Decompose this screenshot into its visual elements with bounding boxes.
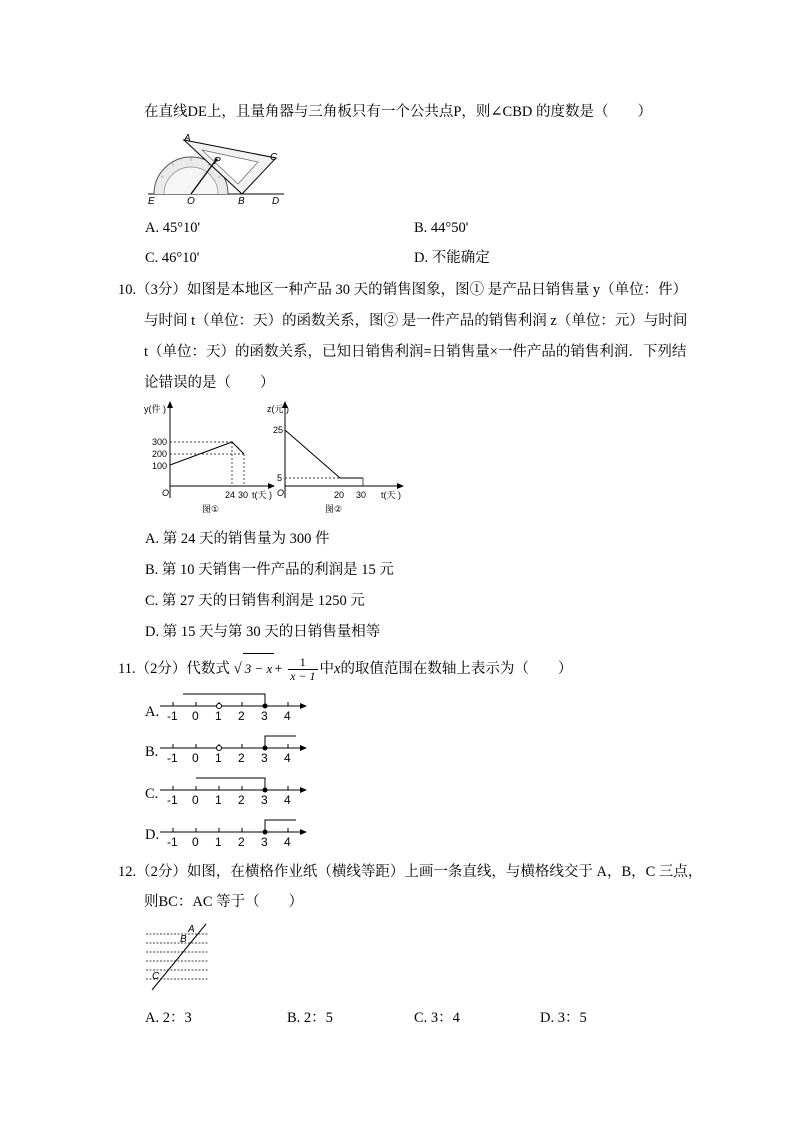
q10-option-c[interactable] [145, 591, 365, 611]
question-text-pre: 代数式 [186, 661, 230, 677]
tick-label: -1 [167, 793, 178, 807]
q12-option-d[interactable] [540, 1008, 587, 1028]
tick-label: 3 [261, 835, 268, 849]
tick-label: 1 [215, 793, 222, 807]
tick-label: 0 [192, 709, 199, 723]
question-score: （3分） [136, 282, 187, 298]
q12-line-2: 则BC：AC 等于（ ） [144, 894, 304, 910]
graph2-tick-20: 20 [334, 490, 345, 500]
graph1-tick-300: 300 [152, 437, 168, 447]
option-text: 2：3 [162, 1010, 192, 1026]
q9-option-b[interactable] [414, 218, 468, 238]
option-label: D. [414, 250, 429, 266]
fraction [288, 656, 317, 683]
question-text-post: 的取值范围在数轴上表示为（ ） [340, 661, 573, 677]
q12-label-a: A [188, 924, 195, 935]
q9-label-b: B [238, 196, 245, 204]
q9-label-a: A [184, 133, 191, 144]
tick-label: 4 [284, 793, 291, 807]
graph2-tick-5: 5 [277, 473, 283, 483]
q9-stem-tail: 在直线DE上，且量角器与三角板只有一个公共点P，则∠CBD 的度数是（ ） [144, 104, 652, 120]
option-text: 3：5 [557, 1010, 587, 1026]
q10-line-1 [118, 280, 687, 300]
option-text: 3：4 [430, 1010, 460, 1026]
option-label: C. [414, 1010, 428, 1026]
q10-line-3: t（单位：天）的函数关系，已知日销售利润=日销售量×一件产品的销售利润．下列结 [144, 344, 687, 360]
q9-label-o: O [187, 196, 195, 204]
tick-label: 2 [238, 793, 245, 807]
question-number: 11. [118, 661, 136, 677]
option-label: A. [145, 220, 160, 236]
graph1-ylabel: y(件 ) [144, 404, 166, 414]
option-label: B. [287, 1010, 301, 1026]
tick-label: 3 [261, 709, 268, 723]
q12-line-1 [118, 862, 702, 882]
q11-option-d-label[interactable]: D. [145, 827, 160, 843]
tick-label: 2 [238, 751, 245, 765]
graph1-tick-200: 200 [152, 449, 168, 459]
tick-label: -1 [167, 835, 178, 849]
tick-label: 0 [192, 835, 199, 849]
q9-label-e: E [148, 196, 155, 204]
graph2-tick-25: 25 [273, 425, 284, 435]
variable-x: x [334, 661, 341, 677]
question-text: 如图是本地区一种产品 30 天的销售图象，图① 是产品日销售量 y（单位：件） [186, 282, 688, 298]
q12-option-c[interactable] [414, 1008, 460, 1028]
option-text: 45°10' [162, 220, 201, 236]
q9-label-p: P [214, 156, 221, 167]
q10-line-2: 与时间 t（单位：天）的函数关系，图② 是一件产品的销售利润 z（单位：元）与时间 [144, 313, 688, 329]
question-score: （2分） [136, 864, 187, 880]
fraction-denominator: x − 1 [290, 669, 316, 684]
option-text: 44°50' [430, 220, 469, 236]
option-label: A. [145, 1010, 160, 1026]
option-label: A. [145, 531, 160, 547]
option-text: 第 10 天销售一件产品的利润是 15 元 [161, 562, 394, 578]
question-number: 12. [118, 864, 137, 880]
option-text: 46°10' [161, 250, 200, 266]
graph1-tick-100: 100 [152, 461, 168, 471]
option-label: C. [145, 593, 159, 609]
q10-option-b[interactable] [145, 560, 394, 580]
question-text-mid: 中 [319, 661, 334, 677]
q10-option-a[interactable] [145, 529, 329, 549]
q11-option-a-label[interactable]: A. [145, 704, 160, 720]
option-text: 第 27 天的日销售利润是 1250 元 [161, 593, 365, 609]
q10-graph-1 [144, 398, 279, 520]
q10-graph-2 [265, 398, 415, 520]
graph1-caption: 图① [202, 504, 220, 514]
q9-label-c: C [270, 152, 278, 163]
q9-protractor-figure [146, 132, 286, 204]
sqrt-sign: √ [233, 661, 242, 677]
option-text: 2：5 [303, 1010, 333, 1026]
tick-label: 4 [284, 751, 291, 765]
plus-sign: + [274, 661, 283, 677]
q11-option-b-numberline[interactable] [158, 732, 308, 766]
tick-label: 0 [192, 751, 199, 765]
q11-stem [118, 653, 572, 684]
graph2-tick-30: 30 [356, 490, 367, 500]
option-label: C. [145, 250, 159, 266]
q9-option-c[interactable] [145, 248, 199, 268]
option-label: D. [145, 624, 160, 640]
q12-label-b: B [180, 934, 187, 945]
tick-label: -1 [167, 709, 178, 723]
q10-line-4: 论错误的是（ ） [144, 375, 275, 391]
q9-label-d: D [272, 196, 280, 204]
question-score: （2分） [135, 661, 187, 677]
option-text: 第 24 天的销售量为 300 件 [162, 531, 330, 547]
q11-option-c-label[interactable]: C. [145, 786, 159, 802]
graph1-origin: O [162, 488, 170, 498]
graph1-tick-24: 24 [225, 490, 236, 500]
q12-option-a[interactable] [145, 1008, 192, 1028]
tick-label: 4 [284, 835, 291, 849]
q12-option-b[interactable] [287, 1008, 333, 1028]
tick-label: 0 [192, 793, 199, 807]
tick-label: 2 [238, 835, 245, 849]
q12-label-c: C [152, 971, 160, 982]
graph1-tick-30: 30 [238, 490, 249, 500]
tick-label: 1 [215, 709, 222, 723]
tick-label: 3 [261, 751, 268, 765]
graph1-xlabel: t(天 ) [252, 490, 272, 500]
fraction-numerator: 1 [288, 656, 317, 670]
question-text: 如图，在横格作业纸（横线等距）上画一条直线，与横格线交于 A，B，C 三点， [186, 864, 703, 880]
option-text: 不能确定 [431, 250, 490, 266]
option-text: 第 15 天与第 30 天的日销售量相等 [162, 624, 381, 640]
tick-label: 1 [215, 835, 222, 849]
q11-option-d-numberline[interactable] [158, 816, 308, 850]
q9-option-d[interactable] [414, 248, 490, 268]
option-label: B. [414, 220, 428, 236]
option-label: B. [145, 562, 159, 578]
question-number: 10. [118, 282, 137, 298]
graph2-xlabel: t(天 ) [381, 490, 401, 500]
tick-label: -1 [167, 751, 178, 765]
graph2-ylabel: z(元 ) [267, 404, 289, 414]
tick-label: 3 [261, 793, 268, 807]
q11-option-c-numberline[interactable] [158, 774, 308, 808]
graph2-origin: O [277, 488, 285, 498]
q10-option-d[interactable] [145, 622, 380, 642]
option-label: D. [540, 1010, 555, 1026]
tick-label: 1 [215, 751, 222, 765]
q12-ruled-paper-figure [144, 920, 214, 992]
tick-label: 4 [284, 709, 291, 723]
graph2-caption: 图② [325, 504, 343, 514]
sqrt-expression: 3 − x [243, 653, 275, 684]
tick-label: 2 [238, 709, 245, 723]
q11-option-a-numberline[interactable] [158, 690, 308, 724]
q9-option-a[interactable] [145, 218, 200, 238]
q11-option-b-label[interactable]: B. [145, 744, 159, 760]
